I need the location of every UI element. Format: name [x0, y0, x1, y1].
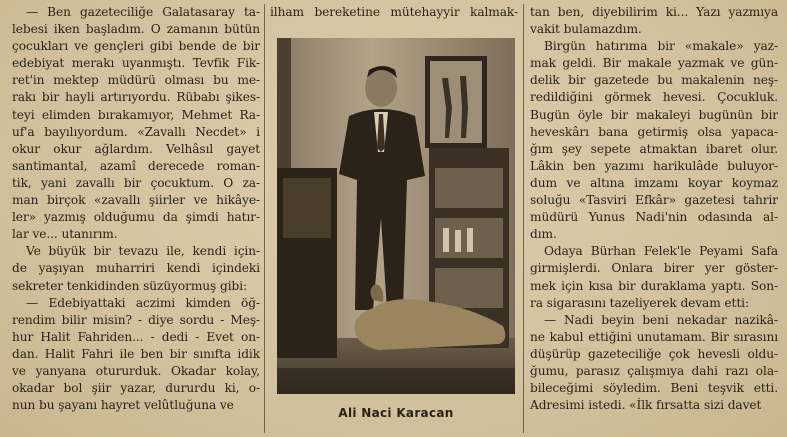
- text-line: ne kabul ettiğini unutamam. Bir sırasını: [530, 329, 778, 344]
- text-line: Adresimi istedi. «İlk fırsatta sizi davet: [530, 398, 762, 413]
- column-rule-left: [264, 4, 265, 433]
- text-line: edebiyat merakı uyanmıştı. Tevfik Fik-: [12, 56, 260, 71]
- text-line: Birgün hatırıma bir «makale» yaz-: [544, 39, 778, 54]
- text-line: tan ben, diyebilirim ki... Yazı yazmıya: [530, 5, 778, 19]
- portrait-illustration: [277, 38, 515, 394]
- text-line: — Nadi beyin beni nekadar nazikâ-: [544, 312, 778, 327]
- text-line: rendim bilir misin? - diye sordu - Meş-: [12, 312, 260, 327]
- text-line: çocukları ve gençleri gibi bende de bir: [12, 39, 260, 54]
- photo-caption: Ali Naci Karacan: [338, 406, 454, 420]
- text-column-middle: [270, 4, 518, 21]
- text-line: redildiğini görmek hevesi. Çocukluk.: [530, 90, 778, 105]
- text-line: de yaşıyan muharriri kendi içindeki: [12, 261, 260, 276]
- text-line: uf'a bayılıyordum. «Zavallı Necdet» i: [12, 124, 260, 139]
- portrait-photo: [277, 38, 515, 394]
- text-line: mak geldi. Bir makale yazmak ve gün-: [530, 56, 778, 71]
- text-column-left: [12, 4, 260, 414]
- text-line: ilham bereketine mütehayyir kalmak-: [270, 5, 518, 19]
- text-line: rakı bir hayli artırıyordu. Rübabı şikes-: [12, 90, 260, 105]
- text-line: delik bir gazetede bu makalenin neş-: [530, 73, 778, 88]
- text-line: soluğu «Tasviri Efkâr» gazetesi tahrir: [530, 193, 778, 208]
- text-line: Odaya Bürhan Felek'le Peyami Safa: [544, 244, 778, 259]
- text-line: düşürüp gazeteciliğe çok hevesli oldu-: [530, 346, 778, 361]
- text-line: ve yanyana otururduk. Okadar kolay,: [12, 363, 260, 378]
- text-line: sekreter tenkidinden süzüyormuş gibi:: [12, 278, 247, 293]
- text-line: okur okur ağlardım. Velhâsıl gayet: [12, 141, 260, 156]
- text-line: mek için kısa bir duraklama yaptı. Son-: [530, 278, 778, 293]
- text-line: Ve büyük bir tevazu ile, kendi için-: [26, 244, 260, 259]
- text-line: Bugün öyle bir makaleyi bugünün bir: [530, 107, 778, 122]
- text-line: tik, yani zavallı bir çocuktum. O za-: [12, 175, 260, 190]
- text-line: ler» yazmış olduğumu da şimdi hatır-: [12, 210, 260, 225]
- text-line: hur Halit Fahriden... - dedi - Evet on-: [12, 329, 260, 344]
- text-line: santimantal, azamî derecede roman-: [12, 158, 260, 173]
- text-line: lebesi iken başladım. O zamanın bütün: [12, 22, 260, 37]
- text-line: girmişlerdi. Onlara birer yer göster-: [530, 261, 778, 276]
- text-line: lar ve... utanırım.: [12, 227, 118, 242]
- text-line: — Ben gazeteciliğe Galatasaray ta-: [26, 5, 260, 19]
- text-line: ret'in mektep müdürü olması bu me-: [12, 73, 260, 88]
- text-line: dum ve altına imzamı koyar koymaz: [530, 175, 778, 190]
- text-line: vakit bulamazdım.: [530, 22, 642, 37]
- text-line: man birçok «zavallı şiirler ve hikâye-: [12, 193, 260, 208]
- text-line: dan. Halit Fahri ile ben bir sınıfta idik: [12, 346, 260, 361]
- text-line: dım.: [530, 227, 557, 242]
- text-line: Lâkin ben yazımı harikulâde buluyor-: [530, 158, 778, 173]
- text-line: ğumu, parasız çalışmıya dahi razı ola-: [530, 363, 778, 378]
- text-column-right: [530, 4, 778, 414]
- text-line: nun bu şayanı hayret velûtluğuna ve: [12, 398, 234, 413]
- text-line: — Edebiyattaki aczimi kimden öğ-: [26, 295, 260, 310]
- column-rule-right: [523, 4, 524, 433]
- text-line: ğım şey sepete atmaktan ibaret olur.: [530, 141, 778, 156]
- text-line: okadar bol şiir yazar, dururdu ki, o-: [12, 381, 260, 396]
- text-line: ra sigarasını tazeliyerek devam etti:: [530, 295, 749, 310]
- text-line: teyi elimden bırakamıyor, Mehmet Ra-: [12, 107, 260, 122]
- text-line: bileceğimi söyledim. Beni teşvik etti.: [530, 381, 778, 396]
- text-line: müdürü Yunus Nadi'nin odasında al-: [530, 210, 778, 225]
- text-line: heveskârı bana getirmiş olsa yapaca-: [530, 124, 778, 139]
